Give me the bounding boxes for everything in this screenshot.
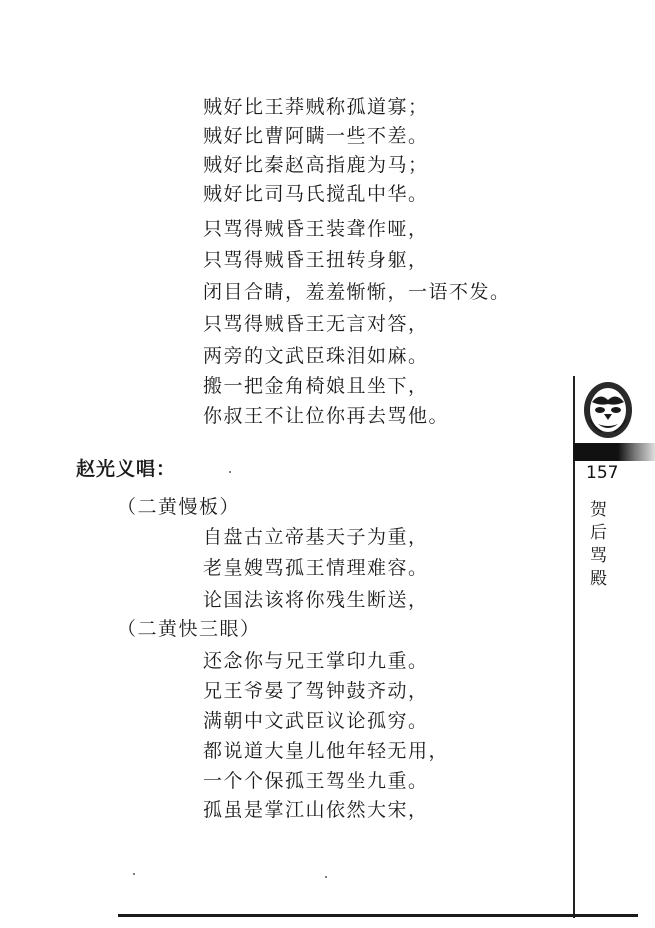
tune-marker: （二黄慢板） bbox=[117, 496, 241, 518]
verse-line: 只骂得贼昏王装聋作哑， bbox=[203, 218, 429, 240]
page-number: 157 bbox=[586, 463, 619, 483]
verse-line: 贼好比王莽贼称孤道寡； bbox=[203, 96, 429, 118]
verse-line: 贼好比秦赵高指鹿为马； bbox=[203, 154, 429, 176]
opera-mask-icon bbox=[578, 380, 634, 442]
verse-line: 搬一把金角椅娘且坐下， bbox=[203, 375, 429, 397]
verse-line: 贼好比曹阿瞒一些不差。 bbox=[203, 125, 429, 147]
verse-line: 老皇嫂骂孤王情理难容。 bbox=[203, 557, 429, 579]
speaker-heading: 赵光义唱： bbox=[76, 458, 177, 480]
verse-line: 兄王爷晏了驾钟鼓齐动， bbox=[203, 680, 429, 702]
verse-line: 一个个保孤王驾坐九重。 bbox=[203, 770, 429, 792]
verse-line: 闭目合睛，羞羞惭惭，一语不发。 bbox=[203, 281, 511, 303]
verse-line: 孤虽是掌江山依然大宋， bbox=[203, 799, 429, 821]
verse-line: 自盘古立帝基天子为重， bbox=[203, 526, 429, 548]
sidebar-band bbox=[573, 443, 655, 461]
verse-line: 你叔王不让位你再去骂他。 bbox=[203, 405, 450, 427]
verse-line: 只骂得贼昏王无言对答， bbox=[203, 313, 429, 335]
scan-speck bbox=[325, 876, 327, 878]
verse-line: 两旁的文武臣珠泪如麻。 bbox=[203, 345, 429, 367]
verse-line: 论国法该将你残生断送， bbox=[203, 589, 429, 611]
scan-speck bbox=[133, 873, 135, 875]
verse-line: 贼好比司马氏搅乱中华。 bbox=[203, 183, 429, 205]
bottom-rule bbox=[118, 914, 638, 917]
verse-line: 只骂得贼昏王扭转身躯， bbox=[203, 249, 429, 271]
verse-line: 还念你与兄王掌印九重。 bbox=[203, 650, 429, 672]
verse-line: 满朝中文武臣议论孤穷。 bbox=[203, 710, 429, 732]
running-title: 贺后骂殿 bbox=[586, 500, 606, 592]
scan-speck bbox=[229, 471, 231, 473]
verse-line: 都说道大皇儿他年轻无用， bbox=[203, 740, 450, 762]
tune-marker: （二黄快三眼） bbox=[117, 618, 261, 640]
